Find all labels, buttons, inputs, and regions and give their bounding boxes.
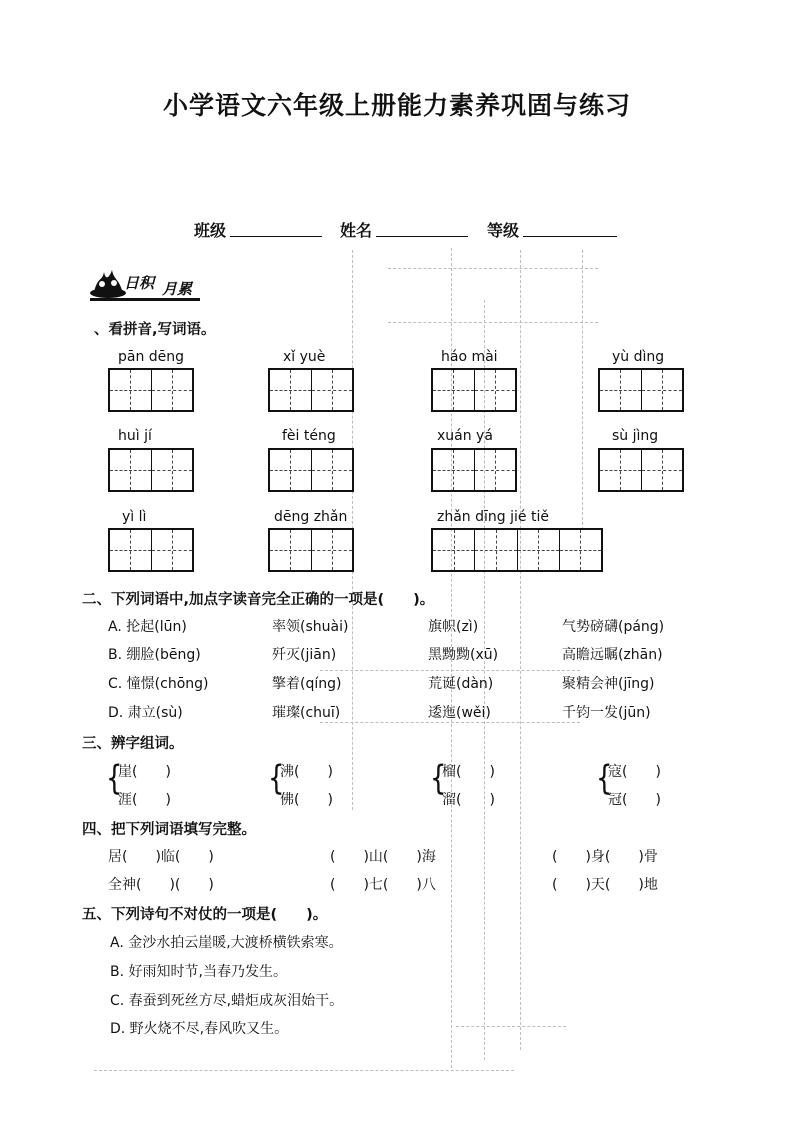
q4-idiom[interactable]: 居( )临( )	[108, 849, 214, 865]
q4-idiom[interactable]: 全神( )( )	[108, 877, 214, 893]
writing-grid[interactable]	[431, 368, 517, 412]
q2-option-a[interactable]: A. 抡起(lūn)	[108, 619, 187, 635]
pinyin-label: háo mài	[441, 349, 498, 365]
logo-text-b: 月累	[162, 280, 193, 298]
brace-icon: {	[596, 759, 613, 799]
q2-word: 擎着(qíng)	[272, 676, 342, 692]
writing-grid[interactable]	[108, 448, 194, 492]
q4-idiom[interactable]: ( )七( )八	[330, 877, 436, 893]
writing-grid[interactable]	[598, 448, 684, 492]
section-logo	[88, 268, 204, 300]
writing-grid[interactable]	[431, 528, 603, 572]
q2-word: 旗帜(zì)	[428, 619, 479, 635]
pinyin-label: yì lì	[122, 509, 147, 525]
q4-idiom[interactable]: ( )天( )地	[552, 877, 658, 893]
pinyin-label: xuán yá	[437, 428, 493, 444]
q3-char-entry[interactable]: 涯( )	[118, 792, 171, 808]
class-blank[interactable]	[230, 236, 322, 237]
q4-idiom[interactable]: ( )身( )骨	[552, 849, 658, 865]
class-label: 班级	[194, 221, 227, 240]
pinyin-label: pān dēng	[118, 349, 185, 365]
q2-word: 高瞻远瞩(zhān)	[562, 647, 663, 663]
q3-char-entry[interactable]: 溜( )	[442, 792, 495, 808]
pinyin-label: xǐ yuè	[283, 349, 326, 365]
pinyin-label: huì jí	[118, 428, 152, 444]
q2-word: 璀璨(chuī)	[272, 705, 341, 721]
q2-word: 荒诞(dàn)	[428, 676, 494, 692]
name-blank[interactable]	[376, 236, 468, 237]
pinyin-label: sù jìng	[612, 428, 659, 444]
q3-char-entry[interactable]: 寇( )	[608, 764, 661, 780]
worksheet-title: 小学语文六年级上册能力素养巩固与练习	[162, 91, 631, 120]
brace-icon: {	[430, 759, 447, 799]
name-label: 姓名	[340, 221, 373, 240]
pinyin-label: zhǎn dīng jié tiě	[437, 509, 549, 525]
q2-option-c[interactable]: C. 憧憬(chōng)	[108, 676, 209, 692]
writing-grid[interactable]	[268, 368, 354, 412]
q5-option-d[interactable]: D. 野火烧不尽,春风吹又生。	[110, 1021, 289, 1037]
q2-word: 率领(shuài)	[272, 619, 349, 635]
q3-char-entry[interactable]: 榴( )	[442, 764, 495, 780]
q3-char-entry[interactable]: 冠( )	[608, 792, 661, 808]
writing-grid[interactable]	[268, 448, 354, 492]
writing-grid[interactable]	[268, 528, 354, 572]
q2-option-d[interactable]: D. 肃立(sù)	[108, 705, 183, 721]
q2-title: 二、下列词语中,加点字读音完全正确的一项是( )。	[82, 592, 435, 608]
writing-grid[interactable]	[598, 368, 684, 412]
q5-title: 五、下列诗句不对仗的一项是( )。	[82, 907, 328, 923]
q4-title: 四、把下列词语填写完整。	[82, 822, 256, 838]
q2-word: 歼灭(jiān)	[272, 647, 337, 663]
writing-grid[interactable]	[431, 448, 517, 492]
q2-word: 千钧一发(jūn)	[562, 705, 651, 721]
pinyin-label: dēng zhǎn	[274, 509, 348, 525]
q3-char-entry[interactable]: 沸( )	[280, 764, 333, 780]
grade-blank[interactable]	[523, 236, 617, 237]
brace-icon: {	[106, 759, 123, 799]
q3-char-entry[interactable]: 崖( )	[118, 764, 171, 780]
q2-word: 黑黝黝(xū)	[428, 647, 499, 663]
q2-word: 逶迤(wěi)	[428, 705, 491, 721]
q5-option-c[interactable]: C. 春蚕到死丝方尽,蜡炬成灰泪始干。	[110, 993, 344, 1009]
q2-word: 聚精会神(jīng)	[562, 676, 655, 692]
q1-title: 、看拼音,写词语。	[94, 322, 216, 338]
q3-title: 三、辨字组词。	[82, 736, 184, 752]
grade-label: 等级	[487, 221, 520, 240]
pinyin-label: fèi téng	[282, 428, 336, 444]
writing-grid[interactable]	[108, 368, 194, 412]
q5-option-b[interactable]: B. 好雨知时节,当春乃发生。	[110, 964, 287, 980]
q2-word: 气势磅礴(páng)	[562, 619, 665, 635]
q4-idiom[interactable]: ( )山( )海	[330, 849, 436, 865]
writing-grid[interactable]	[108, 528, 194, 572]
q3-char-entry[interactable]: 佛( )	[280, 792, 333, 808]
logo-text-a: 日积	[124, 274, 155, 292]
brace-icon: {	[268, 759, 285, 799]
pinyin-label: yù dìng	[612, 349, 665, 365]
q5-option-a[interactable]: A. 金沙水拍云崖暖,大渡桥横铁索寒。	[110, 935, 343, 951]
q2-option-b[interactable]: B. 绷脸(bēng)	[108, 647, 201, 663]
